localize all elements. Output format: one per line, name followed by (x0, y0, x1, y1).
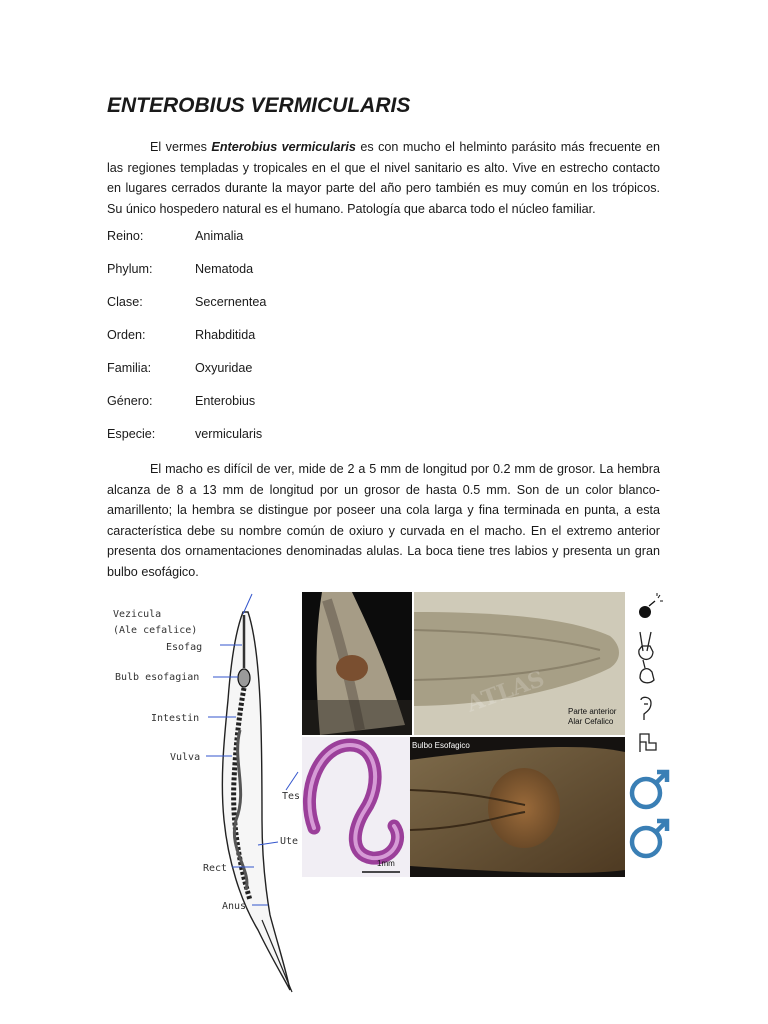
taxonomy-label: Especie: (107, 427, 156, 441)
tes-pointer (286, 772, 298, 790)
page-title: ENTEROBIUS VERMICULARIS (107, 94, 411, 117)
male-sign-icon (632, 772, 667, 807)
label-ale-cefalice: (Ale cefalice) (113, 625, 198, 636)
description-paragraph (107, 459, 660, 582)
label-intestin: Intestin (151, 713, 200, 724)
label-anus: Anus (222, 901, 247, 912)
victory-hand-icon (639, 632, 653, 659)
photo-stained-worm (302, 737, 410, 877)
watermark: ATLAS (463, 665, 548, 718)
taxonomy-value: Rhabditida (195, 328, 256, 342)
photo-head-closeup (302, 592, 412, 735)
caption-parte-anterior: Parte anterior (568, 707, 617, 716)
taxonomy-value: Nematoda (195, 262, 254, 276)
taxonomy-value: Animalia (195, 229, 244, 243)
male-sign-icon (632, 821, 667, 856)
label-bulb-esofagian: Bulb esofagian (115, 672, 200, 683)
photo-anterior-part (414, 592, 625, 735)
taxonomy-value: Oxyuridae (195, 361, 253, 375)
taxonomy-value: Secernentea (195, 295, 267, 309)
taxonomy-label: Reino: (107, 229, 144, 243)
label-esofag: Esofag (166, 642, 203, 653)
flags-icon (640, 734, 656, 752)
label-vezicula: Vezicula (113, 609, 162, 620)
esophageal-bulb (238, 669, 250, 687)
taxonomy-label: Género: (107, 394, 153, 408)
taxonomy-label: Phylum: (107, 262, 153, 276)
worm-diagram (113, 594, 300, 992)
writing-hand-icon (640, 660, 654, 683)
taxonomy-label: Clase: (107, 295, 143, 309)
caption-bulbo-esofagico: Bulbo Esofagico (412, 741, 470, 750)
label-ute: Ute (280, 836, 299, 847)
description-text: El macho es difícil de ver, mide de 2 a 5 mm de longitud por 0.2 mm de grosor. La hembra alcanza de 8 a 13 mm de longitud por un grosor de hasta 0.5 mm. Son de un color blanco-amarillento; la hembra se distingue por poseer una cola larga y fina terminada en punta, a esta característica debe su nombre común de oxiuro y curvada en el macho. En el extremo anterior presenta dos ornamentaciones denominadas alulas. La boca tiene tres labios y presenta un gran bulbo esofágico. (107, 462, 660, 579)
intro-prefix: El vermes (150, 140, 212, 154)
photo-esophageal-bulb (410, 737, 625, 877)
taxonomy-label: Familia: (107, 361, 152, 375)
label-rect: Rect (203, 863, 228, 874)
intro-paragraph (107, 137, 660, 219)
label-vulva: Vulva (170, 752, 201, 763)
taxonomy-label: Orden: (107, 328, 146, 342)
scale-label: 1mm (377, 859, 395, 868)
pointing-hand-icon (641, 697, 651, 720)
bomb-icon (639, 593, 663, 618)
taxonomy-value: Enterobius (195, 394, 256, 408)
taxonomy-value: vermicularis (195, 427, 263, 441)
vezicula-pointer (243, 594, 252, 614)
symbol-column (632, 593, 667, 856)
worm-body-outline (222, 612, 290, 990)
label-tes: Tes (282, 791, 301, 802)
caption-alar-cefalico: Alar Cefalico (568, 717, 614, 726)
tail-spike (262, 920, 292, 992)
intro-text: es con mucho el helminto parásito más frecuente en las regiones templadas y tropicales en el que el nivel sanitario es alto. Vive en estrecho contacto en lugares cerrados durante la mayor parte del año pero también es muy común en los trópicos. Su único hospedero natural es el humano. Patología que abarca todo el núcleo familiar. (107, 140, 660, 216)
species-name: Enterobius vermicularis (211, 140, 356, 154)
